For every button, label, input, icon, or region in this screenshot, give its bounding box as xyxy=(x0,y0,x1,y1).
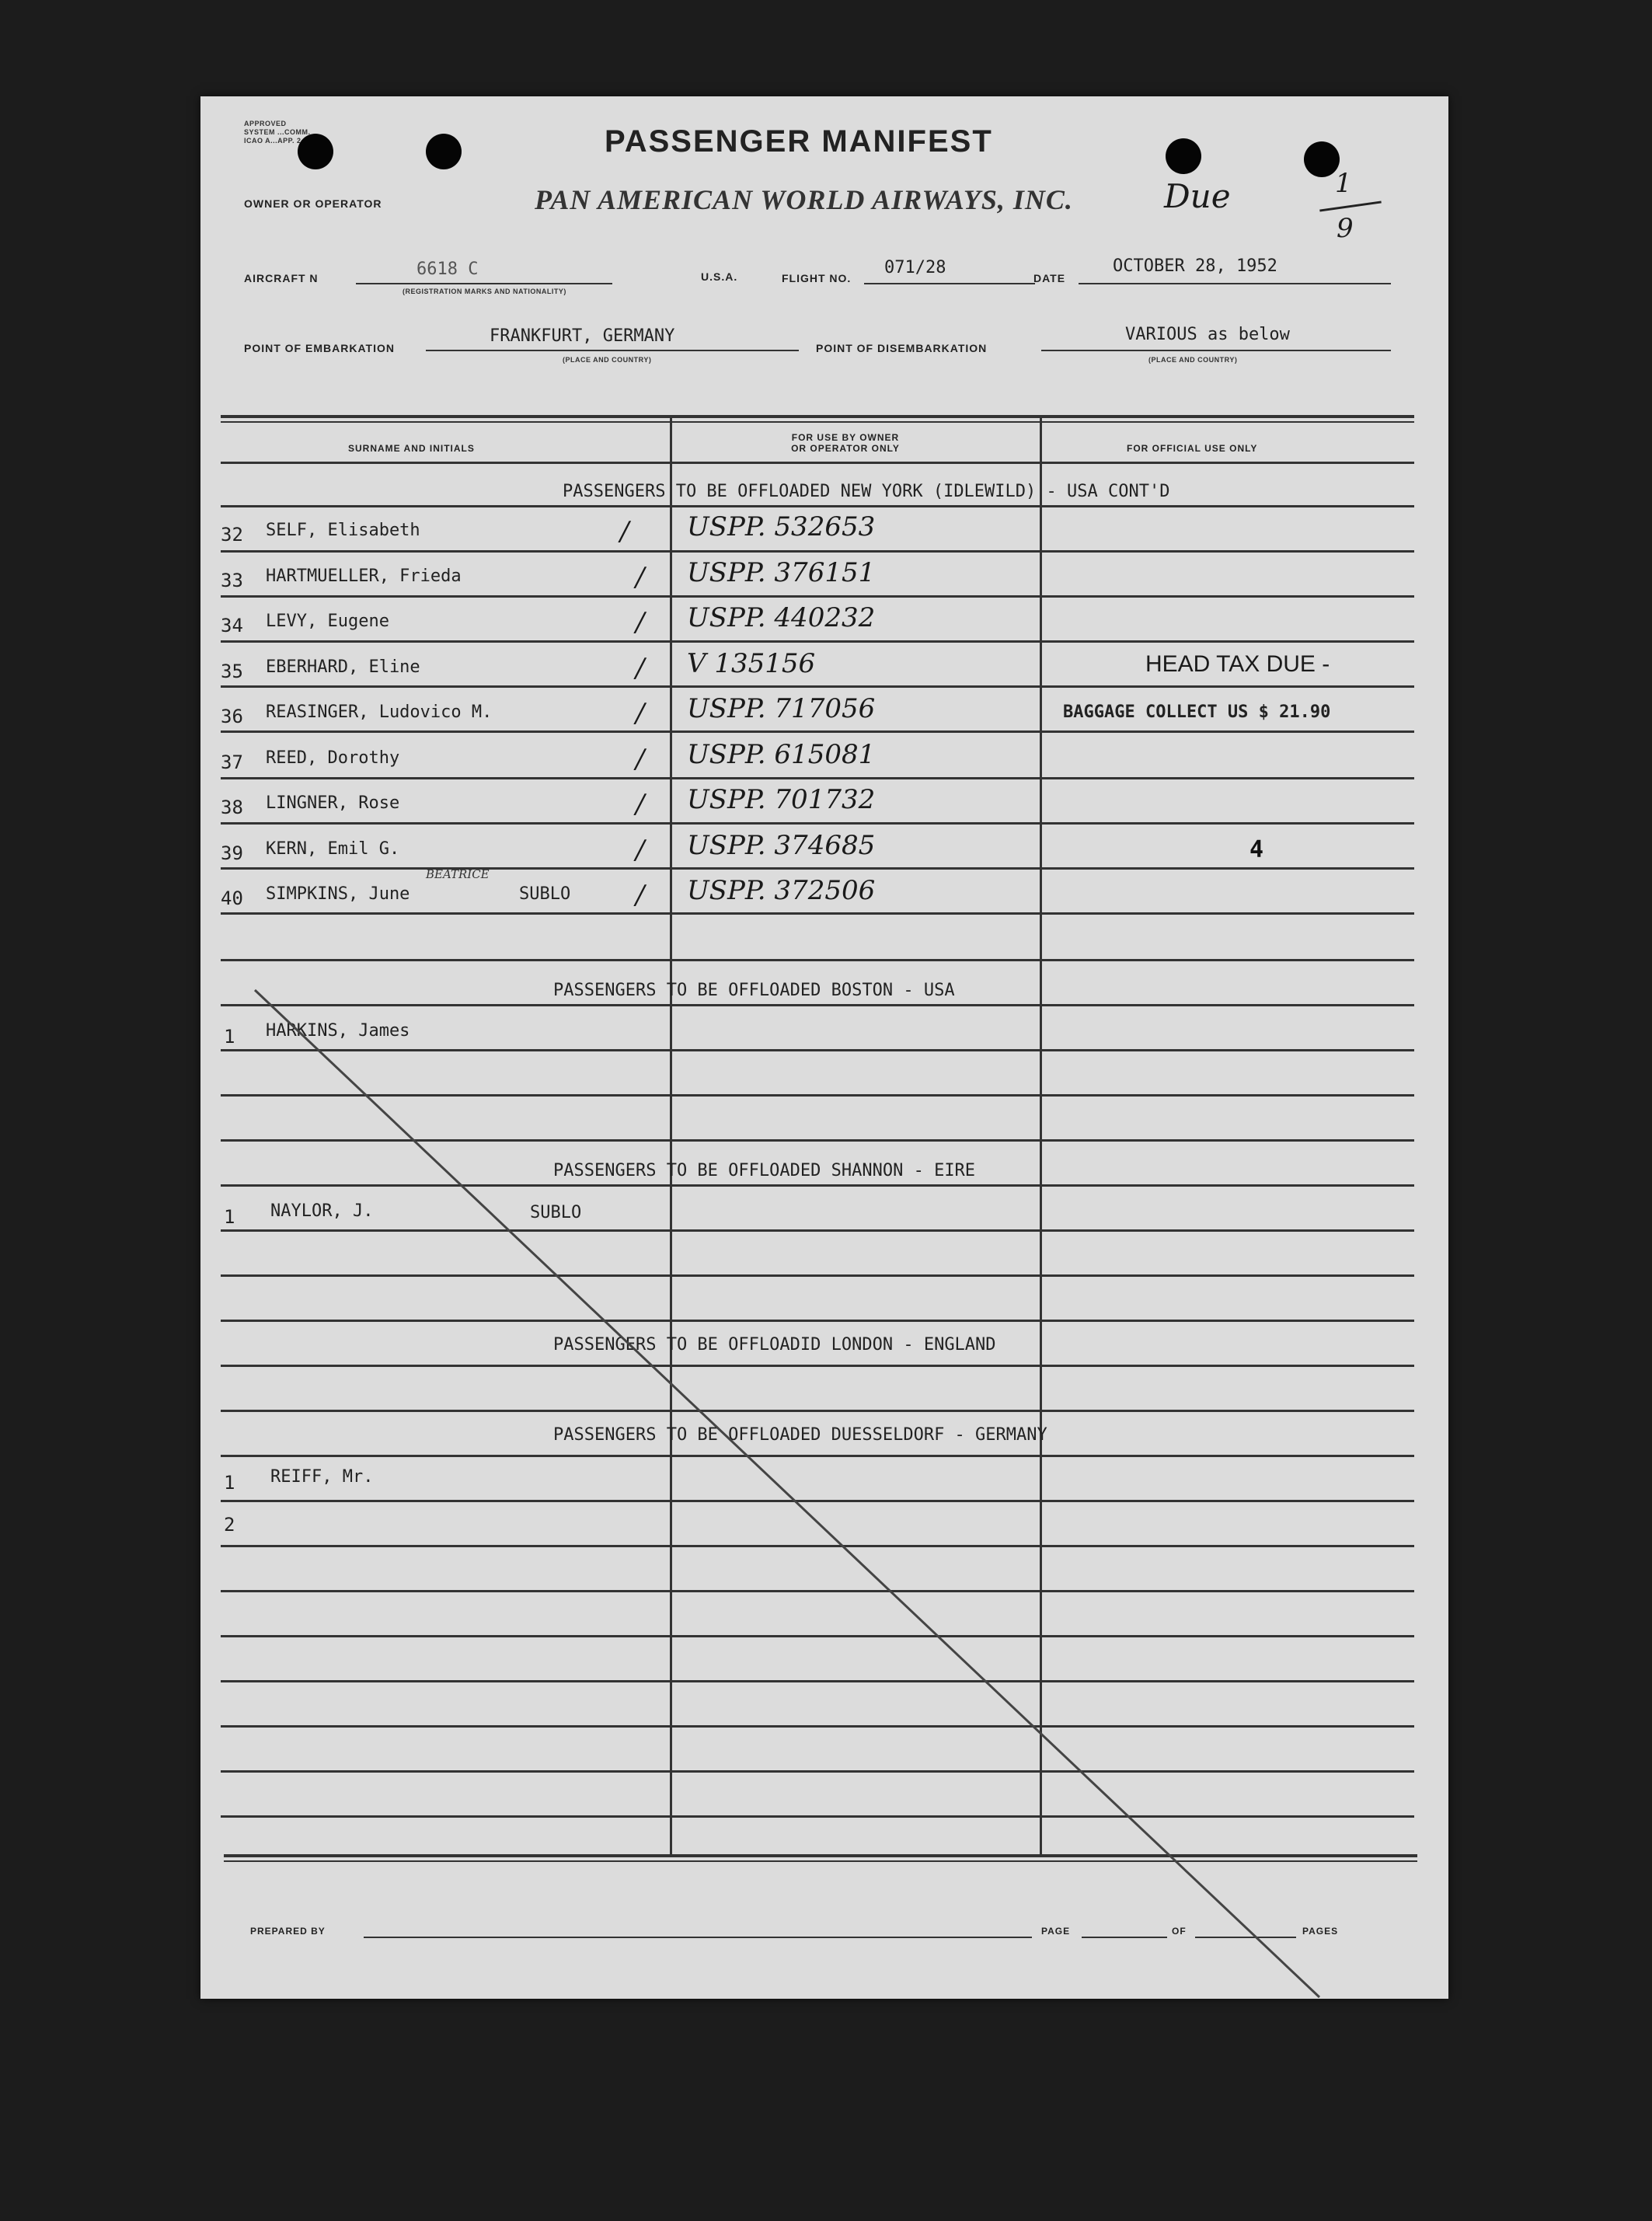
passport-number: USPP. 374685 xyxy=(687,830,876,861)
section-boston: PASSENGERS TO BE OFFLOADED BOSTON - USA xyxy=(553,981,955,1000)
row-number: 1 xyxy=(224,1206,235,1228)
prepared-by-label: PREPARED BY xyxy=(250,1926,326,1937)
col-header-official: FOR OFFICIAL USE ONLY xyxy=(1127,443,1258,454)
flight-label: FLIGHT NO. xyxy=(782,272,852,284)
col-header-surname: SURNAME AND INITIALS xyxy=(348,443,475,454)
section-newyork: PASSENGERS TO BE OFFLOADED NEW YORK (IDLEWILD) - USA CONT'D xyxy=(563,482,1170,501)
aircraft-sublabel: (REGISTRATION MARKS AND NATIONALITY) xyxy=(403,288,566,295)
passenger-name: REIFF, Mr. xyxy=(270,1467,374,1487)
passenger-name: LEVY, Eugene xyxy=(266,612,389,631)
passport-number: USPP. 440232 xyxy=(687,602,876,633)
passport-number: V 135156 xyxy=(687,648,816,679)
passenger-name: NAYLOR, J. xyxy=(270,1201,374,1221)
handwritten-due: Due xyxy=(1164,177,1231,215)
row-number: 33 xyxy=(221,570,243,591)
embark-label: POINT OF EMBARKATION xyxy=(244,342,395,354)
date-value: OCTOBER 28, 1952 xyxy=(1113,256,1277,276)
passport-number: USPP. 615081 xyxy=(687,739,876,770)
disembark-value: VARIOUS as below xyxy=(1125,325,1290,344)
section-duesseldorf: PASSENGERS TO BE OFFLOADED DUESSELDORF - GERMANY xyxy=(553,1425,1047,1445)
row-number: 1 xyxy=(224,1026,235,1048)
row-number: 1 xyxy=(224,1472,235,1494)
aircraft-value: 6618 C xyxy=(416,260,479,279)
passenger-name: LINGNER, Rose xyxy=(266,793,400,813)
check-mark: / xyxy=(636,744,645,775)
page-label: PAGE xyxy=(1041,1926,1071,1937)
row-number: 34 xyxy=(221,615,243,636)
embark-sublabel: (PLACE AND COUNTRY) xyxy=(563,356,652,364)
diagonal-strike-line xyxy=(200,96,1448,1999)
handwritten-fraction-top: 1 xyxy=(1335,168,1352,199)
passenger-note: SUBLO xyxy=(530,1203,582,1222)
section-london: PASSENGERS TO BE OFFLOADID LONDON - ENGLAND xyxy=(553,1335,996,1355)
passenger-name: EBERHARD, Eline xyxy=(266,657,420,677)
row-number: 36 xyxy=(221,706,243,727)
check-mark: / xyxy=(636,880,645,911)
row-number: 37 xyxy=(221,751,243,773)
check-mark: / xyxy=(636,607,645,638)
passenger-name: HARKINS, James xyxy=(266,1021,410,1041)
row-number: 38 xyxy=(221,797,243,818)
passenger-name: SELF, Elisabeth xyxy=(266,521,420,540)
passenger-name: REED, Dorothy xyxy=(266,748,400,768)
row-number: 2 xyxy=(224,1514,235,1536)
row-number: 39 xyxy=(221,842,243,864)
passport-number: USPP. 532653 xyxy=(687,511,876,542)
embark-value: FRANKFURT, GERMANY xyxy=(490,326,675,346)
handwritten-fraction-bottom: 9 xyxy=(1337,213,1354,244)
check-mark: / xyxy=(636,562,645,593)
disembark-label: POINT OF DISEMBARKATION xyxy=(816,342,988,354)
disembark-sublabel: (PLACE AND COUNTRY) xyxy=(1148,356,1238,364)
date-label: DATE xyxy=(1033,272,1066,284)
check-mark: / xyxy=(620,516,629,547)
check-mark: / xyxy=(636,789,645,820)
official-note: BAGGAGE COLLECT US $ 21.90 xyxy=(1063,703,1331,722)
passenger-note: SUBLO xyxy=(519,884,571,904)
check-mark: / xyxy=(636,698,645,729)
passport-number: USPP. 717056 xyxy=(687,693,876,724)
check-mark: / xyxy=(636,653,645,684)
manifest-page xyxy=(200,96,1448,1999)
row-number: 35 xyxy=(221,661,243,682)
row-number: 40 xyxy=(221,887,243,909)
form-title: PASSENGER MANIFEST xyxy=(605,124,993,159)
passenger-name: KERN, Emil G. xyxy=(266,839,400,859)
row-number: 32 xyxy=(221,524,243,546)
owner-label: OWNER OR OPERATOR xyxy=(244,197,382,210)
section-shannon: PASSENGERS TO BE OFFLOADED SHANNON - EIRE xyxy=(553,1161,976,1180)
flight-value: 071/28 xyxy=(884,258,946,277)
passport-number: USPP. 372506 xyxy=(687,875,876,906)
passenger-name: REASINGER, Ludovico M. xyxy=(266,703,493,722)
airline-name: PAN AMERICAN WORLD AIRWAYS, INC. xyxy=(535,184,1073,215)
usa-label: U.S.A. xyxy=(701,270,738,283)
pages-label: PAGES xyxy=(1302,1926,1339,1937)
of-label: OF xyxy=(1172,1926,1187,1937)
official-note: 4 xyxy=(1249,836,1264,863)
passport-number: USPP. 376151 xyxy=(687,557,876,588)
official-note: HEAD TAX DUE - xyxy=(1145,651,1330,677)
aircraft-label: AIRCRAFT N xyxy=(244,272,319,284)
passport-number: USPP. 701732 xyxy=(687,784,876,815)
passenger-name: HARTMUELLER, Frieda xyxy=(266,567,462,586)
check-mark: / xyxy=(636,835,645,866)
passenger-name: SIMPKINS, June xyxy=(266,884,410,904)
approval-text: APPROVED SYSTEM ...COMM. ICAO A...APP. 2 xyxy=(244,120,311,145)
col-header-owner: FOR USE BY OWNER OR OPERATOR ONLY xyxy=(791,432,900,454)
handwritten-middle-name: BEATRICE xyxy=(426,867,490,881)
